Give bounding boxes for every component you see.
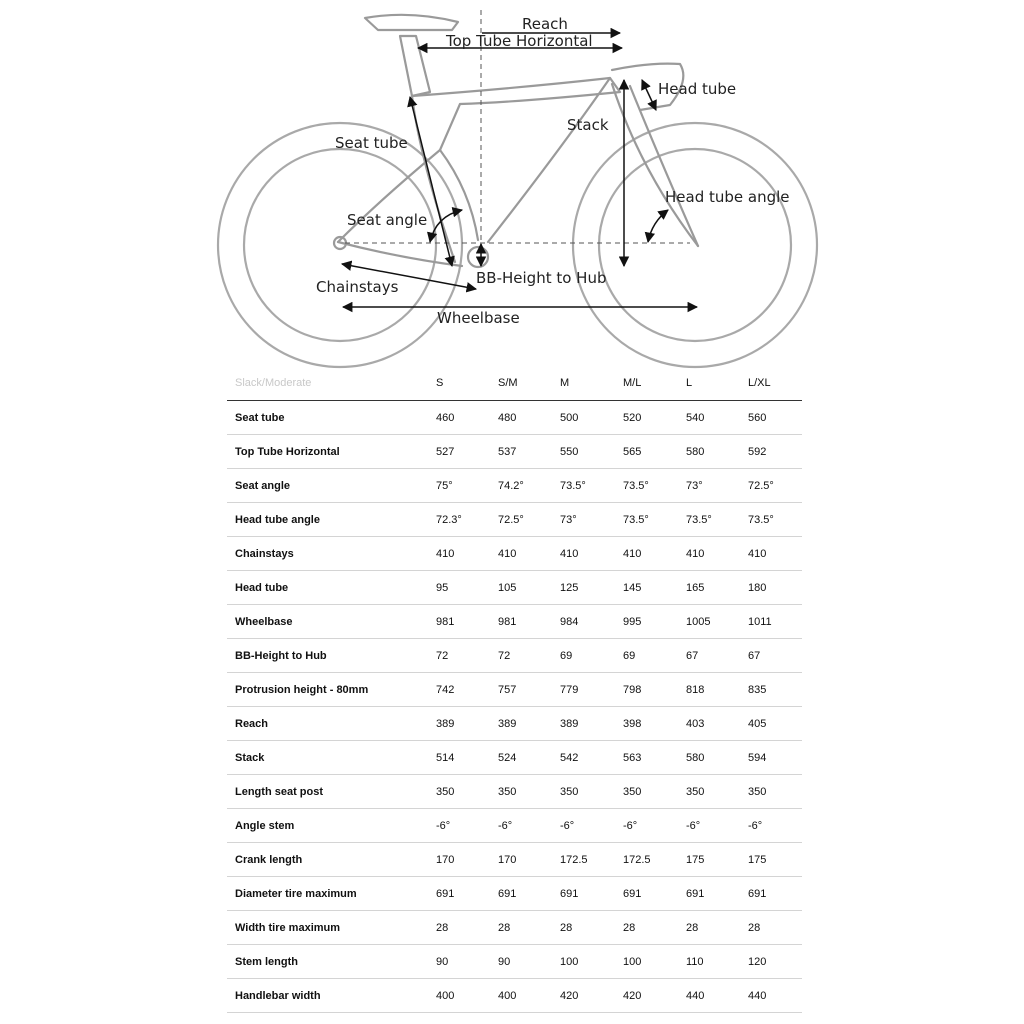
table-row [227,945,802,979]
row-label: Head tube [227,571,428,605]
label-head-tube-angle: Head tube angle [665,188,790,206]
table-cell: 350 [490,775,552,809]
table-cell: 28 [428,911,490,945]
table-cell: 742 [428,673,490,707]
table-row [227,435,802,469]
table-cell: 757 [490,673,552,707]
table-cell: 73.5° [678,503,740,537]
table-cell: 72.5° [740,469,802,503]
table-cell: 69 [552,639,615,673]
table-cell: 691 [615,877,678,911]
table-row [227,809,802,843]
table-cell: 120 [740,945,802,979]
table-cell: 389 [490,707,552,741]
table-cell: 389 [552,707,615,741]
table-cell: 145 [615,571,678,605]
table-cell: 440 [740,979,802,1013]
table-cell: 350 [428,775,490,809]
label-stack: Stack [567,116,609,134]
row-label: Chainstays [227,537,428,571]
table-row [227,911,802,945]
table-cell: -6° [615,809,678,843]
table-cell: 175 [678,843,740,877]
table-cell: 350 [552,775,615,809]
header-label: Slack/Moderate [227,366,428,401]
table-cell: 110 [678,945,740,979]
table-cell: 73.5° [615,469,678,503]
table-cell: 398 [615,707,678,741]
table-cell: -6° [428,809,490,843]
label-reach: Reach [522,15,568,33]
table-cell: 165 [678,571,740,605]
table-cell: 691 [740,877,802,911]
table-row [227,605,802,639]
row-label: Head tube angle [227,503,428,537]
label-seat-tube: Seat tube [335,134,408,152]
row-label: Handlebar width [227,979,428,1013]
table-cell: 440 [678,979,740,1013]
table-cell: 67 [678,639,740,673]
table-cell: 410 [428,537,490,571]
table-cell: 100 [615,945,678,979]
table-cell: 28 [490,911,552,945]
row-label: Stack [227,741,428,775]
table-cell: 28 [615,911,678,945]
row-label: Seat tube [227,401,428,435]
size-header: S/M [490,366,552,401]
table-cell: 550 [552,435,615,469]
table-cell: 400 [490,979,552,1013]
size-header: M/L [615,366,678,401]
table-cell: 125 [552,571,615,605]
table-row [227,571,802,605]
table-cell: 594 [740,741,802,775]
table-cell: 420 [615,979,678,1013]
label-wheelbase: Wheelbase [437,309,520,327]
table-cell: 72 [428,639,490,673]
row-label: Diameter tire maximum [227,877,428,911]
table-row [227,401,802,435]
table-cell: 100 [552,945,615,979]
table-cell: 72 [490,639,552,673]
table-cell: 565 [615,435,678,469]
table-cell: 514 [428,741,490,775]
table-cell: 73.5° [740,503,802,537]
table-cell: 400 [428,979,490,1013]
table-cell: 72.3° [428,503,490,537]
table-row [227,639,802,673]
table-cell: 779 [552,673,615,707]
table-cell: 67 [740,639,802,673]
row-label: Length seat post [227,775,428,809]
table-cell: 480 [490,401,552,435]
row-label: Wheelbase [227,605,428,639]
table-row [227,877,802,911]
size-header: S [428,366,490,401]
label-head-tube: Head tube [658,80,737,98]
table-cell: 74.2° [490,469,552,503]
size-header: L/XL [740,366,802,401]
table-row [227,537,802,571]
table-cell: 592 [740,435,802,469]
table-cell: 95 [428,571,490,605]
head-tube-angle-arc [648,210,668,242]
table-cell: 984 [552,605,615,639]
table-cell: 410 [740,537,802,571]
row-label: Protrusion height - 80mm [227,673,428,707]
table-cell: 981 [428,605,490,639]
row-label: Top Tube Horizontal [227,435,428,469]
table-cell: 350 [740,775,802,809]
table-cell: 1011 [740,605,802,639]
table-row [227,469,802,503]
table-row [227,673,802,707]
table-cell: 28 [740,911,802,945]
row-label: BB-Height to Hub [227,639,428,673]
table-cell: -6° [490,809,552,843]
front-wheel [573,123,817,367]
table-cell: 691 [490,877,552,911]
table-cell: 405 [740,707,802,741]
row-label: Stem length [227,945,428,979]
table-cell: 524 [490,741,552,775]
table-header-row [227,366,802,401]
table-cell: 410 [552,537,615,571]
label-bb-height: BB-Height to Hub [476,269,607,287]
bike-geometry-diagram [0,0,1024,370]
row-label: Crank length [227,843,428,877]
table-cell: 389 [428,707,490,741]
table-cell: 73.5° [615,503,678,537]
size-header: M [552,366,615,401]
table-cell: 75° [428,469,490,503]
table-cell: 560 [740,401,802,435]
table-row [227,741,802,775]
label-top-tube-horizontal: Top Tube Horizontal [446,32,593,50]
table-cell: 798 [615,673,678,707]
table-cell: 500 [552,401,615,435]
table-cell: 28 [552,911,615,945]
table-cell: 527 [428,435,490,469]
table-cell: 28 [678,911,740,945]
table-cell: 172.5 [552,843,615,877]
table-cell: -6° [740,809,802,843]
table-row [227,775,802,809]
table-cell: 403 [678,707,740,741]
table-cell: -6° [678,809,740,843]
table-cell: 520 [615,401,678,435]
table-cell: 563 [615,741,678,775]
table-cell: 420 [552,979,615,1013]
geometry-table-body [227,401,802,1013]
table-cell: 410 [678,537,740,571]
table-cell: 410 [615,537,678,571]
table-cell: 691 [678,877,740,911]
table-cell: 835 [740,673,802,707]
geometry-table [227,366,802,1013]
table-cell: 410 [490,537,552,571]
table-cell: 580 [678,435,740,469]
table-cell: 460 [428,401,490,435]
table-cell: 73° [552,503,615,537]
row-label: Width tire maximum [227,911,428,945]
table-cell: 995 [615,605,678,639]
label-seat-angle: Seat angle [347,211,428,229]
table-cell: 542 [552,741,615,775]
table-cell: 73° [678,469,740,503]
table-cell: 170 [428,843,490,877]
table-cell: 1005 [678,605,740,639]
table-cell: 580 [678,741,740,775]
label-chainstays: Chainstays [316,278,399,296]
table-cell: 350 [615,775,678,809]
table-cell: 537 [490,435,552,469]
table-row [227,707,802,741]
table-cell: 90 [490,945,552,979]
table-cell: 69 [615,639,678,673]
table-cell: 105 [490,571,552,605]
table-cell: -6° [552,809,615,843]
head-tube-arrow [642,80,656,110]
table-row [227,979,802,1013]
table-cell: 818 [678,673,740,707]
row-label: Seat angle [227,469,428,503]
table-cell: 540 [678,401,740,435]
row-label: Reach [227,707,428,741]
row-label: Angle stem [227,809,428,843]
size-header: L [678,366,740,401]
table-cell: 691 [428,877,490,911]
table-cell: 175 [740,843,802,877]
table-cell: 350 [678,775,740,809]
table-row [227,503,802,537]
table-cell: 180 [740,571,802,605]
table-row [227,843,802,877]
table-cell: 72.5° [490,503,552,537]
table-cell: 90 [428,945,490,979]
table-cell: 170 [490,843,552,877]
table-cell: 172.5 [615,843,678,877]
table-cell: 73.5° [552,469,615,503]
table-cell: 981 [490,605,552,639]
table-cell: 691 [552,877,615,911]
